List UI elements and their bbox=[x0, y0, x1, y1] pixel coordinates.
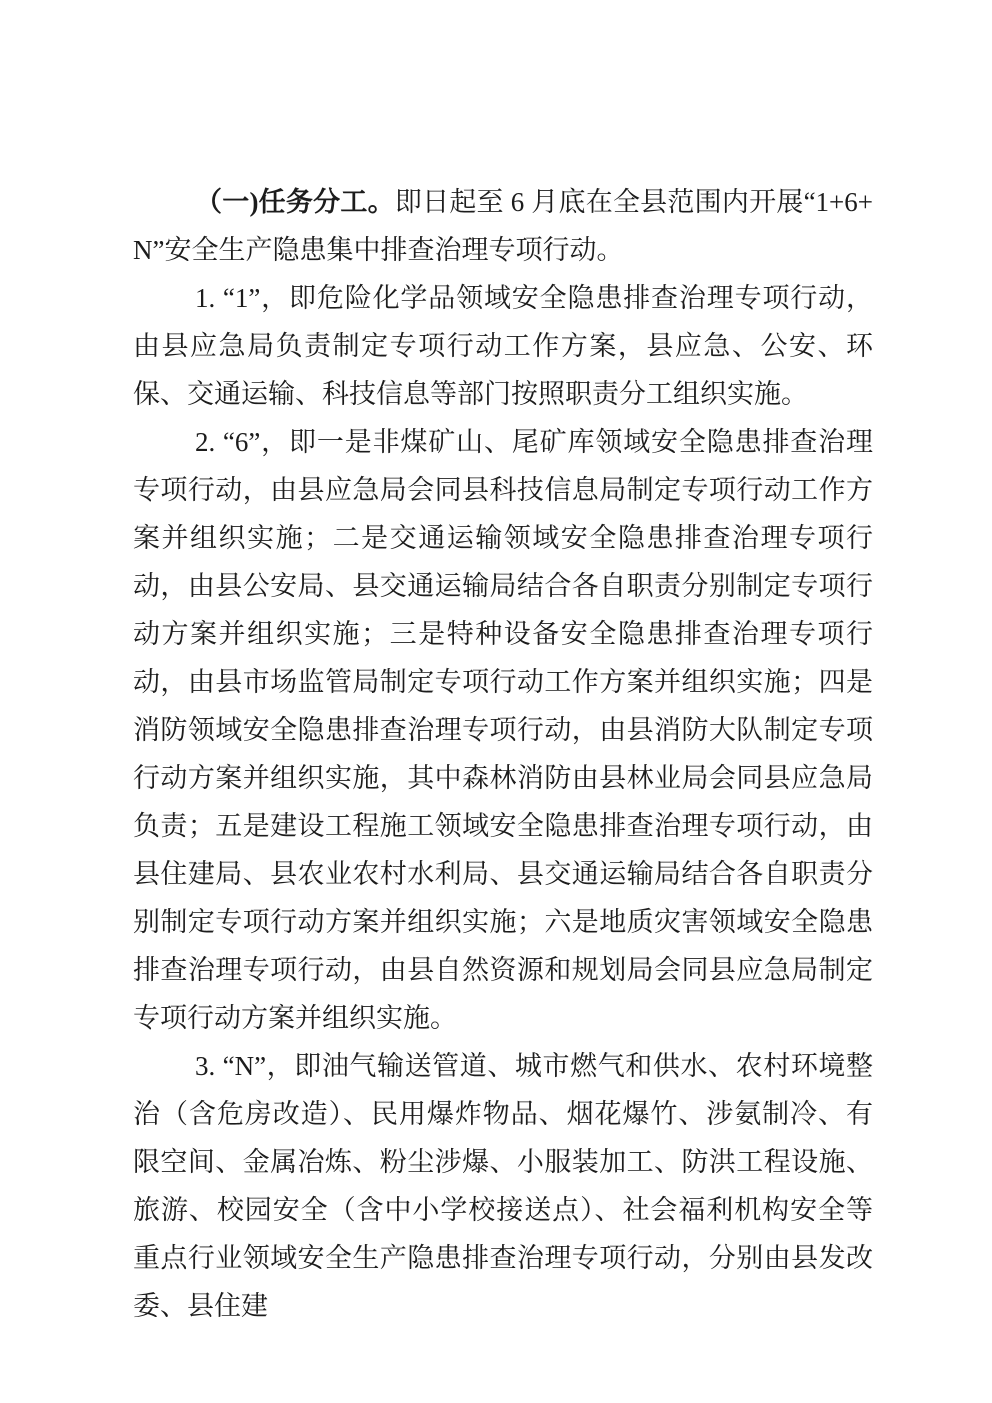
paragraph-task-division-body: 即日起至 6 月底在全县范围内开展“1+6+N”安全生产隐患集中排查治理专项行动。 bbox=[133, 187, 874, 265]
document-text-block bbox=[133, 178, 873, 1330]
paragraph-task-division-heading: （一)任务分工。 bbox=[195, 187, 395, 217]
paragraph-item-2-body: 2. “6”，即一是非煤矿山、尾矿库领域安全隐患排查治理专项行动，由县应急局会同县科技信息局制定专项行动工作方案并组织实施；二是交通运输领域安全隐患排查治理专项行动，由县公安局、县交通运输局结合各自职责分别制定专项行动方案并组织实施；三是特种设备安全隐患排查治理专项行动，由县市场监管局制定专项行动工作方案并组织实施；四是消防领域安全隐患排查治理专项行动，由县消防大队制定专项行动方案并组织实施，其中森林消防由县林业局会同县应急局负责；五是建设工程施工领域安全隐患排查治理专项行动，由县住建局、县农业农村水利局、县交通运输局结合各自职责分别制定专项行动方案并组织实施；六是地质灾害领域安全隐患排查治理专项行动，由县自然资源和规划局会同县应急局制定专项行动方案并组织实施。 bbox=[133, 427, 873, 1033]
paragraph-item-3-body: 3. “N”，即油气输送管道、城市燃气和供水、农村环境整治（含危房改造）、民用爆炸物品、烟花爆竹、涉氨制冷、有限空间、金属冶炼、粉尘涉爆、小服装加工、防洪工程设施、旅游、校园安全（含中小学校接送点）、社会福利机构安全等重点行业领域安全生产隐患排查治理专项行动，分别由县发改委、县住建 bbox=[133, 1051, 873, 1321]
paragraph-item-3 bbox=[133, 1042, 873, 1330]
paragraph-item-2 bbox=[133, 418, 873, 1042]
paragraph-item-1-body: 1. “1”，即危险化学品领域安全隐患排查治理专项行动，由县应急局负责制定专项行动工作方案，县应急、公安、环保、交通运输、科技信息等部门按照职责分工组织实施。 bbox=[133, 283, 873, 409]
paragraph-task-division bbox=[133, 178, 873, 274]
paragraph-item-1 bbox=[133, 274, 873, 418]
